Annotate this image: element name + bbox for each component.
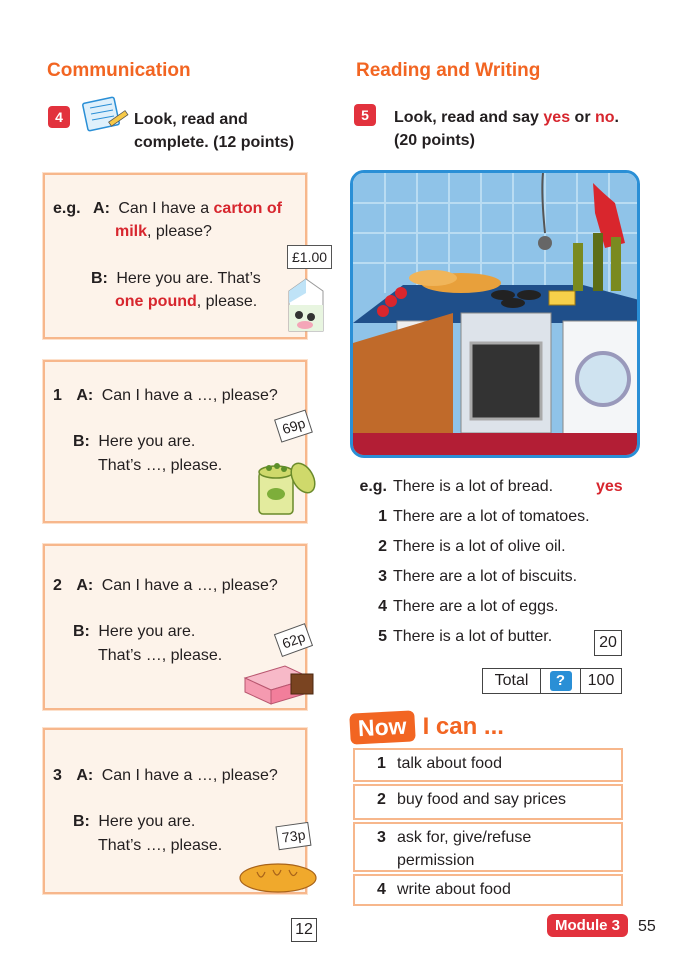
answer-line-1: Here you are. <box>98 813 196 830</box>
answer-line-2: That’s …, please. <box>98 837 223 854</box>
question-mark-glyph: ? <box>550 671 572 691</box>
price-tag: £1.00 <box>287 245 332 269</box>
price-tag: 69p <box>274 409 313 442</box>
milk-carton-icon <box>281 275 331 333</box>
left-score-box: 12 <box>291 918 317 942</box>
speaker-a: A: <box>76 577 94 594</box>
cake-box-icon <box>241 656 321 706</box>
instruction-line-2: complete. (12 points) <box>134 134 295 152</box>
item-number: 1 <box>53 387 62 404</box>
page-number: 55 <box>638 918 656 935</box>
period: . <box>614 109 619 126</box>
now-label: Now <box>349 710 415 744</box>
item-number: 2 <box>53 577 62 594</box>
statement-number: 4 <box>378 598 387 615</box>
i-can-label: I can ... <box>422 713 504 740</box>
statement-number: 3 <box>378 568 387 585</box>
can-item <box>353 822 623 872</box>
question-text: Can I have a …, please? <box>101 387 278 404</box>
speaker-a: A: <box>76 387 94 404</box>
can-item-text: ask for, give/refuse <box>397 829 532 846</box>
statement-number: 2 <box>378 538 387 555</box>
statement-number: 5 <box>378 628 387 645</box>
question-mark-icon <box>541 669 581 693</box>
answer-line-1: Here you are. <box>98 623 196 640</box>
answer-line-2: That’s …, please. <box>98 647 223 664</box>
speaker-b: B: <box>73 623 90 640</box>
right-score-box: 20 <box>594 630 622 656</box>
example-statement: There is a lot of bread. <box>393 478 554 495</box>
can-item-number: 4 <box>377 881 386 898</box>
eg-b-answer: one pound <box>115 293 197 310</box>
kitchen-illustration <box>350 170 640 458</box>
eg-b-please: , please. <box>196 293 258 310</box>
can-item-number: 2 <box>377 791 386 808</box>
statement-text: There are a lot of biscuits. <box>393 568 578 585</box>
yes-word: yes <box>543 109 571 126</box>
price-tag: 73p <box>275 822 311 851</box>
speaker-b: B: <box>73 813 90 830</box>
can-item <box>353 784 623 820</box>
statement-text: There are a lot of eggs. <box>393 598 559 615</box>
can-item-number: 1 <box>377 755 386 772</box>
speaker-a: A: <box>93 200 110 217</box>
module-tab: Module 3 <box>547 914 628 937</box>
instruction-line-2: (20 points) <box>394 132 475 150</box>
task-4-badge: 4 <box>48 106 70 128</box>
eg-label: e.g. <box>359 478 387 495</box>
question-text: Can I have a …, please? <box>101 577 278 594</box>
no-word: no <box>594 109 615 126</box>
statement-text: There is a lot of butter. <box>393 628 553 645</box>
now-i-can-heading <box>350 708 504 746</box>
can-item-number: 3 <box>377 829 386 846</box>
peas-tin-icon <box>251 454 317 518</box>
answer-line-1: Here you are. <box>98 433 196 450</box>
can-item <box>353 748 623 782</box>
task-5-badge: 5 <box>354 104 376 126</box>
eg-b-text: Here you are. That’s <box>116 270 261 287</box>
notepad-pencil-icon <box>80 96 130 134</box>
can-item-text: buy food and say prices <box>397 791 566 808</box>
eg-a-please: , please? <box>147 223 212 240</box>
instruction-line-1 <box>394 106 619 129</box>
speaker-b: B: <box>73 433 90 450</box>
eg-a-answer-1: carton of <box>213 200 282 217</box>
statement-text: There are a lot of tomatoes. <box>393 508 590 525</box>
speaker-a: A: <box>76 767 94 784</box>
speaker-b: B: <box>91 270 108 287</box>
answer-line-2: That’s …, please. <box>98 457 223 474</box>
can-item-text-line-2: permission <box>397 852 475 870</box>
instruction-line-1: Look, read and <box>134 111 248 128</box>
total-value: 100 <box>587 672 615 689</box>
question-text: Can I have a …, please? <box>101 767 278 784</box>
dialog-box-3 <box>43 728 307 894</box>
can-item <box>353 874 623 906</box>
can-item-text: write about food <box>397 881 511 898</box>
can-item-text: talk about food <box>397 755 502 772</box>
item-number: 3 <box>53 767 62 784</box>
reading-writing-heading: Reading and Writing <box>356 60 541 81</box>
eg-a-text: Can I have a <box>118 200 214 217</box>
communication-heading: Communication <box>47 60 191 81</box>
statement-number: 1 <box>378 508 387 525</box>
dialog-box-1 <box>43 360 307 523</box>
dialog-box-2 <box>43 544 307 710</box>
total-score-bar <box>482 668 622 694</box>
instruction-text: Look, read and say <box>394 109 544 126</box>
bread-loaf-icon <box>237 858 319 894</box>
eg-a-answer-2: milk <box>115 223 148 240</box>
total-label: Total <box>483 669 541 693</box>
price-tag: 62p <box>274 623 314 657</box>
eg-label: e.g. <box>53 200 81 217</box>
example-dialog-box <box>43 173 328 339</box>
or-word: or <box>570 109 595 126</box>
statement-text: There is a lot of olive oil. <box>393 538 566 555</box>
example-answer: yes <box>596 478 623 495</box>
